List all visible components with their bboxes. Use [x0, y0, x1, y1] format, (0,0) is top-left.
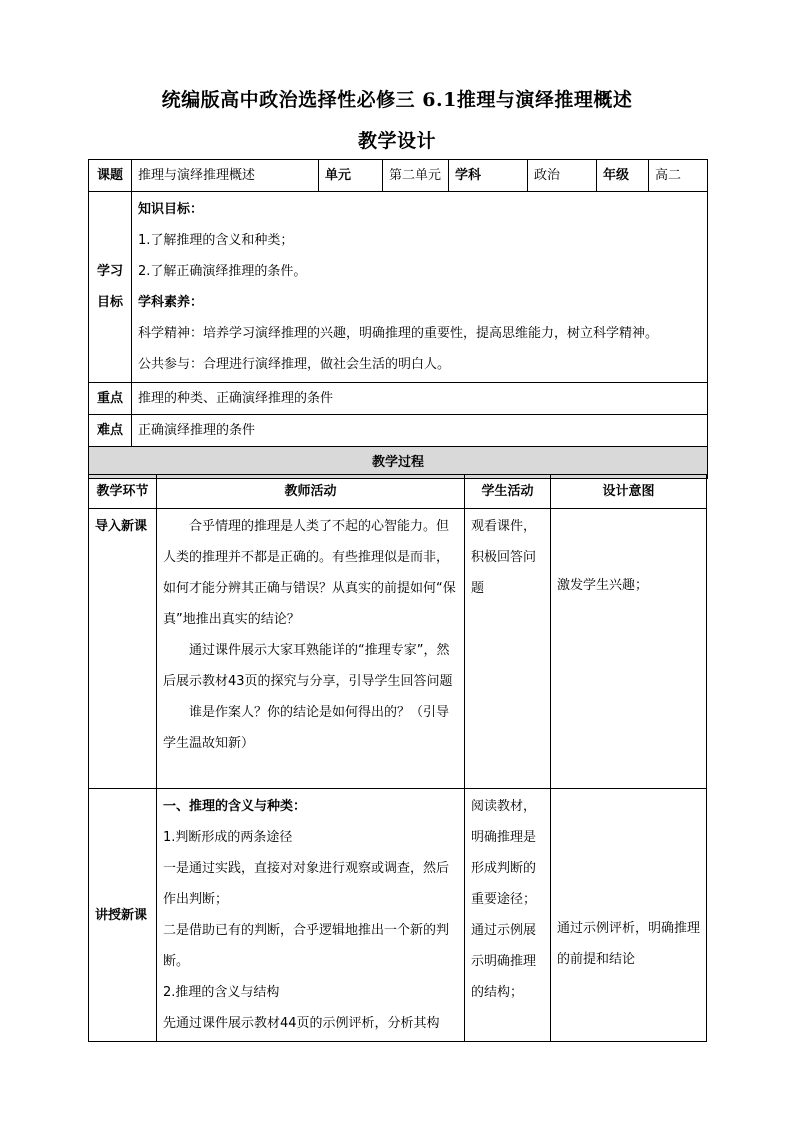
intro-stage: 导入新课: [89, 509, 157, 789]
lecture-teacher-line5: 先通过课件展示教材44页的示例评析，分析其构: [163, 1016, 440, 1031]
lecture-intent: 通过示例评析，明确推理的前提和结论: [551, 789, 707, 1042]
objectives-row: [89, 192, 708, 383]
lesson-info-table: [88, 159, 708, 479]
difficult-point-label: 难点: [89, 415, 132, 447]
lecture-teacher-line2: 一是通过实践，直接对对象进行观察或调查，然后作出判断；: [163, 861, 450, 907]
knowledge-item-2: 2.了解正确演绎推理的条件。: [138, 264, 307, 279]
literacy-item-2: 公共参与：合理进行演绎推理，做社会生活的明白人。: [138, 357, 451, 372]
topic-label: 课题: [89, 160, 132, 192]
subject-value: 政治: [528, 160, 597, 192]
objectives-label-line1: 学习: [96, 264, 123, 279]
intro-teacher-p3: 谁是作案人？你的结论是如何得出的？（引导学生温故知新）: [163, 705, 450, 751]
literacy-heading: 学科素养：: [138, 295, 204, 310]
process-heading: 教学过程: [89, 447, 708, 479]
grade-value: 高二: [649, 160, 708, 192]
process-columns-row: [89, 475, 707, 509]
key-point-row: [89, 383, 708, 415]
column-teacher: 教师活动: [157, 475, 465, 509]
objectives-label-line2: 目标: [96, 295, 123, 310]
lecture-row: [89, 789, 707, 1042]
grade-label: 年级: [597, 160, 649, 192]
document-title: 统编版高中政治选择性必修三 6.1推理与演绎推理概述: [161, 89, 633, 111]
literacy-item-1: 科学精神：培养学习演绎推理的兴趣，明确推理的重要性，提高思维能力，树立科学精神。: [138, 326, 659, 341]
lecture-student: [465, 789, 551, 1042]
lecture-teacher: [157, 789, 465, 1042]
objectives-label: [89, 192, 132, 383]
lecture-teacher-heading: 一、推理的含义与种类：: [163, 799, 307, 814]
lecture-teacher-line1: 1.判断形成的两条途径: [163, 830, 293, 845]
intro-student: 观看课件，积极回答问题: [465, 509, 551, 789]
intro-teacher: [157, 509, 465, 789]
difficult-point-row: [89, 415, 708, 447]
knowledge-item-1: 1.了解推理的含义和种类；: [138, 233, 294, 248]
knowledge-heading: 知识目标：: [138, 202, 204, 217]
header-row: [89, 160, 708, 192]
key-point-label: 重点: [89, 383, 132, 415]
subject-label: 学科: [449, 160, 528, 192]
difficult-point-value: 正确演绎推理的条件: [132, 415, 708, 447]
key-point-value: 推理的种类、正确演绎推理的条件: [132, 383, 708, 415]
unit-value: 第二单元: [383, 160, 449, 192]
unit-label: 单元: [319, 160, 383, 192]
intro-intent: 激发学生兴趣；: [551, 509, 707, 789]
column-student: 学生活动: [465, 475, 551, 509]
intro-teacher-p1: 合乎情理的推理是人类了不起的心智能力。但人类的推理并不都是正确的。有些推理似是而非，如何才能分辨其正确与错误？从真实的前提如何“保真”地推出真实的结论？: [163, 519, 456, 627]
lecture-student-2: 通过示例展示明确推理的结构；: [471, 923, 537, 1000]
column-stage: 教学环节: [89, 475, 157, 509]
lecture-stage: 讲授新课: [89, 789, 157, 1042]
lecture-student-1: 阅读教材，明确推理是形成判断的重要途径；: [471, 799, 537, 907]
topic-value: 推理与演绎推理概述: [132, 160, 319, 192]
document-subtitle: 教学设计: [357, 130, 436, 152]
lecture-teacher-line3: 二是借助已有的判断，合乎逻辑地推出一个新的判断。: [163, 923, 450, 969]
column-intent: 设计意图: [551, 475, 707, 509]
objectives-content: [132, 192, 708, 383]
process-table: [88, 474, 707, 1042]
intro-row: [89, 509, 707, 789]
lecture-teacher-line4: 2.推理的含义与结构: [163, 985, 280, 1000]
intro-teacher-p2: 通过课件展示大家耳熟能详的“推理专家”，然后展示教材43页的探究与分享，引导学生回答问题: [163, 643, 453, 689]
